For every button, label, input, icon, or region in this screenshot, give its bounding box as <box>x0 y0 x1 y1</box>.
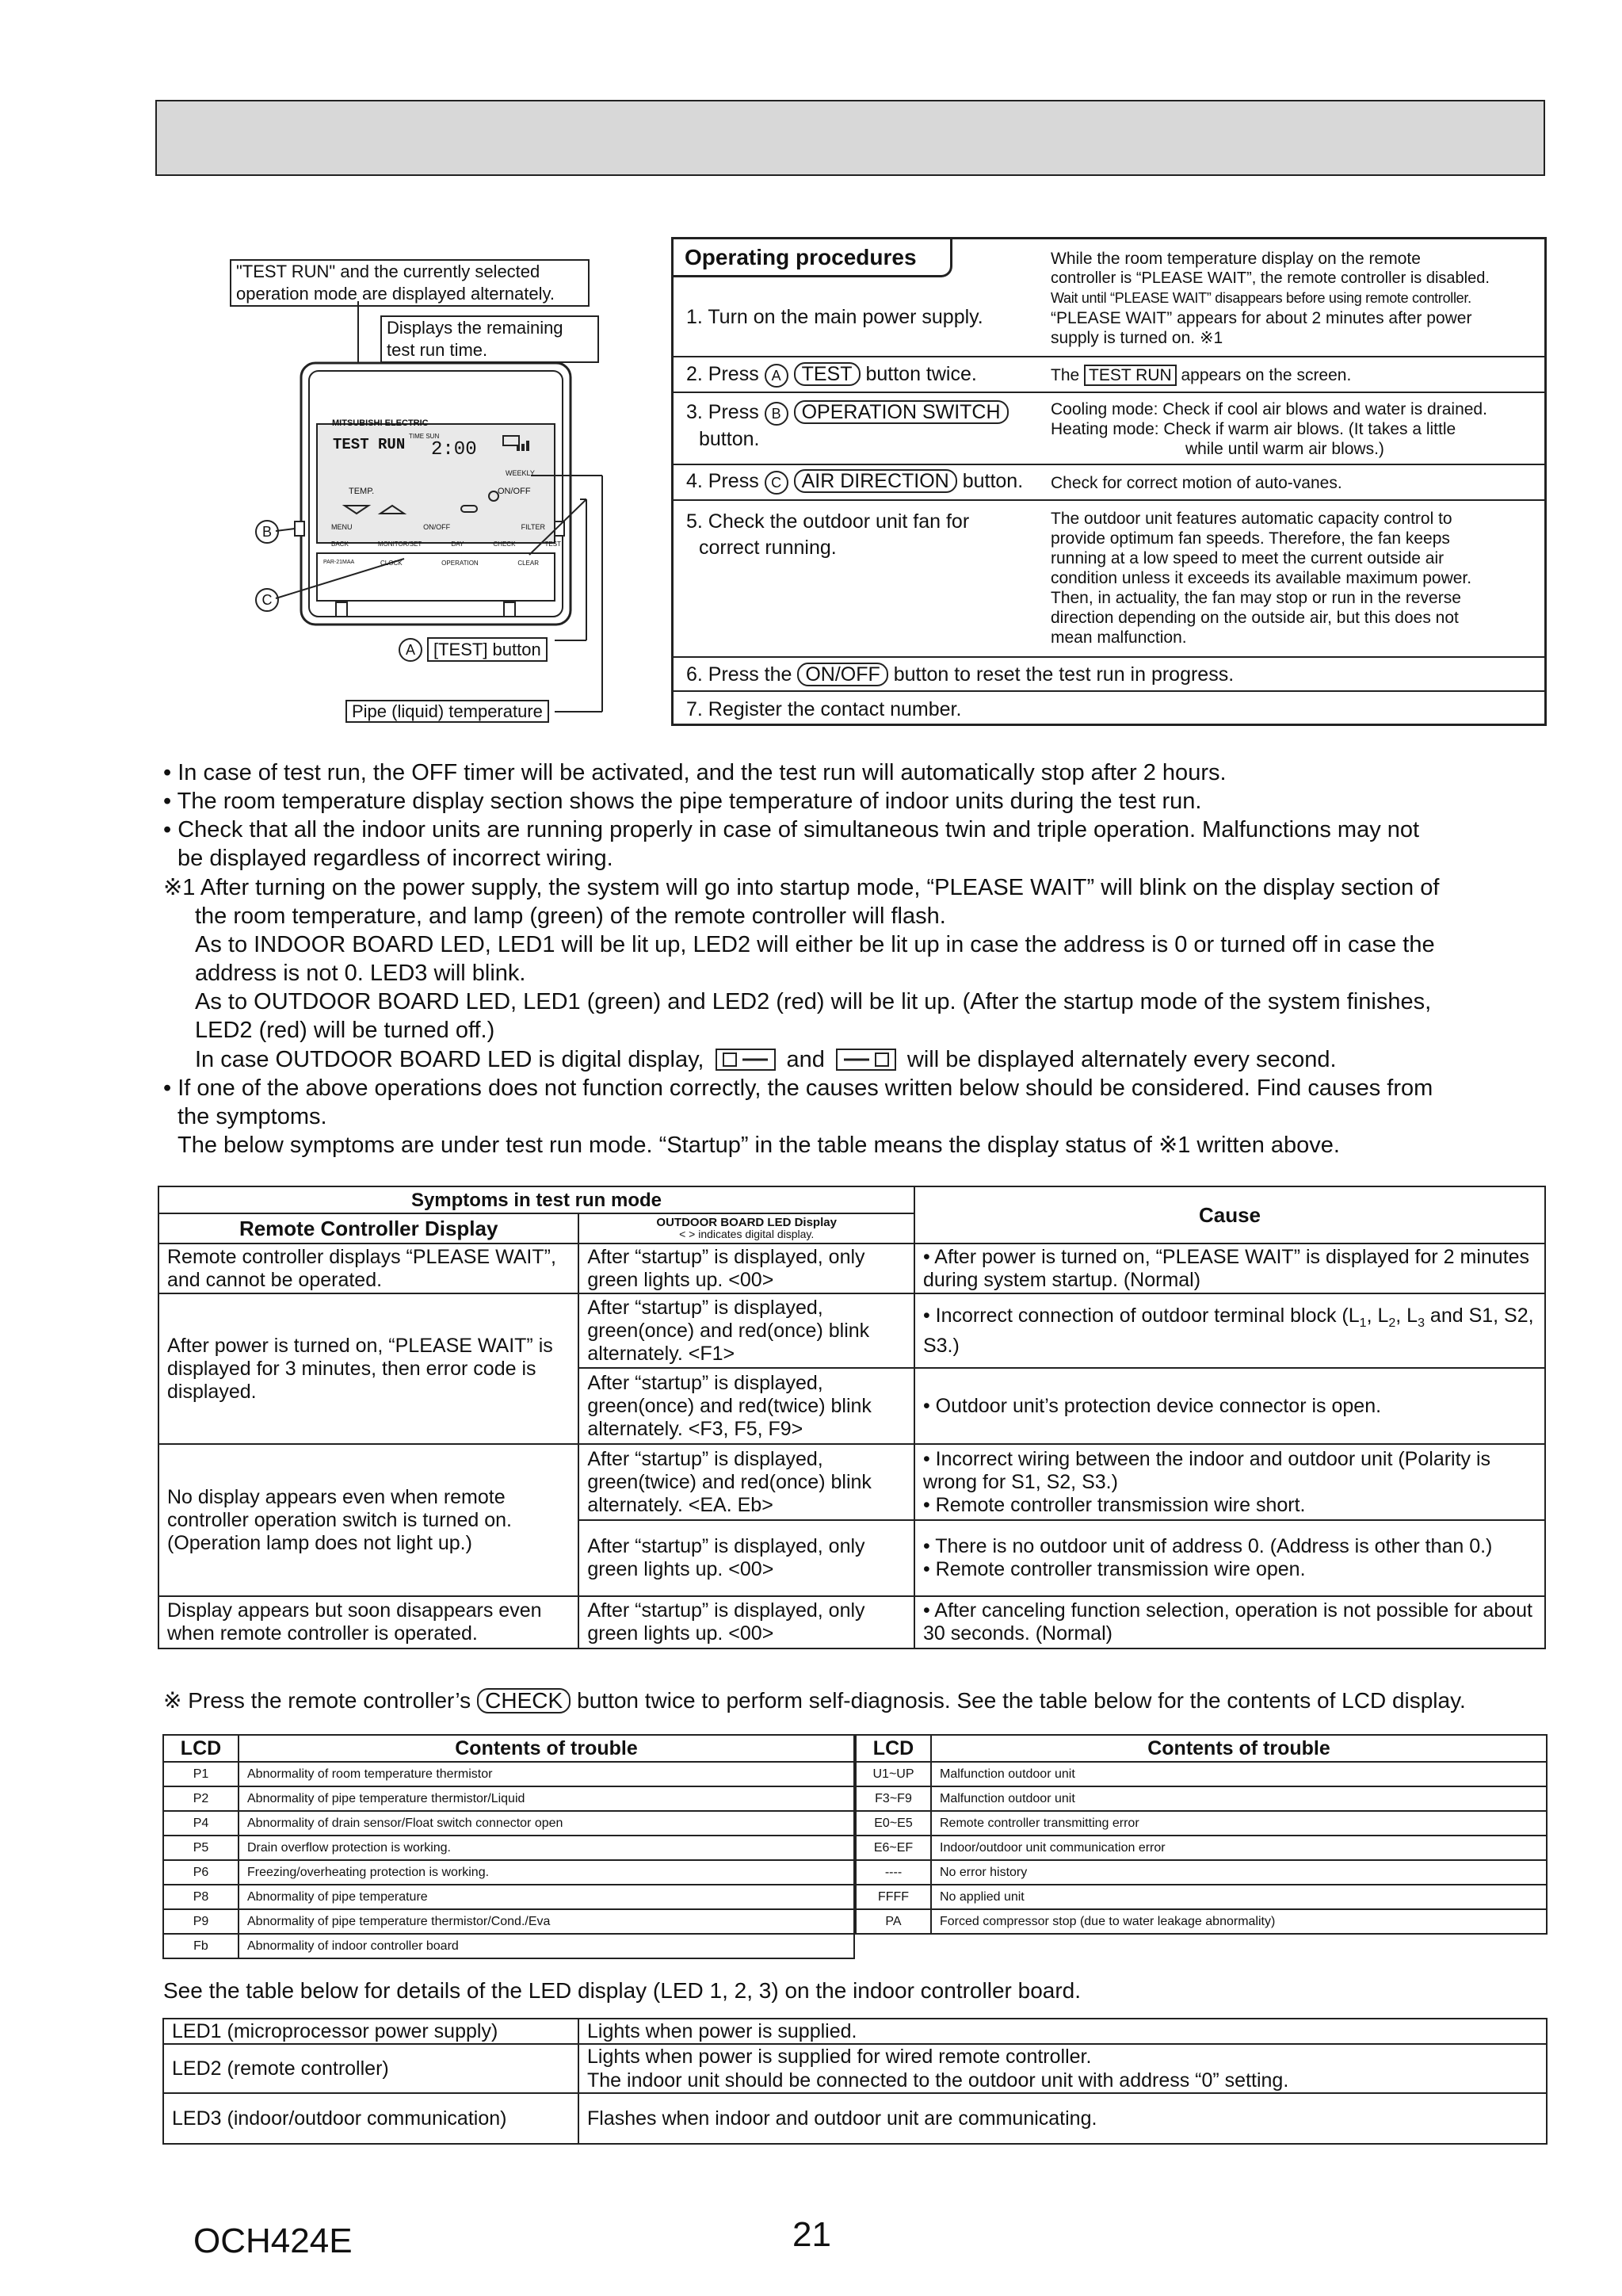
lcd-trouble: No error history <box>931 1860 1547 1885</box>
step-2-row <box>674 356 1544 385</box>
led-header-main: OUTDOOR BOARD LED Display <box>656 1216 837 1229</box>
body-line-6: the room temperature, and lamp (green) of the remote controller will flash. <box>195 904 946 929</box>
back-label: BACK <box>331 541 349 548</box>
check-note-post: button twice to perform self-diagnosis. See the table below for the contents of LCD display. <box>577 1688 1466 1713</box>
menu-label: MENU <box>331 523 353 531</box>
pipe-temp-label: Pipe (liquid) temperature <box>345 700 549 723</box>
lcd-table <box>162 1734 1548 1953</box>
lcd-trouble: No applied unit <box>931 1885 1547 1909</box>
circle-a-icon: A <box>765 364 788 388</box>
page-number: 21 <box>792 2215 831 2254</box>
onoff-button[interactable]: ON/OFF <box>797 663 887 686</box>
contents-header: Contents of trouble <box>931 1735 1547 1762</box>
lcd-row <box>856 1909 1547 1934</box>
led-name-cell <box>163 2044 578 2093</box>
lcd-code: ---- <box>856 1860 931 1885</box>
symptom-led-cell: After “startup” is displayed, green(twice) and red(once) blink alternately. <EA. Eb> <box>578 1444 914 1520</box>
step-3-line2: button. <box>699 428 760 450</box>
cause-line: • There is no outdoor unit of address 0. (Address is other than 0.) <box>922 1535 1493 1557</box>
symptom-remote-cell: Remote controller displays “PLEASE WAIT”, and cannot be operated. <box>158 1244 578 1293</box>
digital-display-icon-2 <box>836 1049 896 1071</box>
step-1-note-line: controller is “PLEASE WAIT”, the remote controller is disabled. <box>1051 269 1490 287</box>
step-6-pre: 6. Press the <box>686 663 792 686</box>
test-run-indicator: TEST RUN <box>1084 365 1177 386</box>
callout-mode-line1: "TEST RUN" and the currently selected <box>236 262 540 281</box>
lcd-row <box>163 1885 854 1909</box>
lcd-trouble: Abnormality of pipe temperature thermistor/Liquid <box>239 1786 854 1811</box>
lcd-trouble: Abnormality of pipe temperature <box>239 1885 854 1909</box>
circle-c-icon: C <box>765 471 788 495</box>
step-1-note-line: “PLEASE WAIT” appears for about 2 minutes after power <box>1051 309 1472 327</box>
body-line-4: be displayed regardless of incorrect wiring. <box>177 846 613 871</box>
step-4 <box>686 468 1023 495</box>
lcd-trouble: Abnormality of pipe temperature thermistor/Cond./Eva <box>239 1909 854 1934</box>
symptom-led-cell: After “startup” is displayed, green(once) and red(once) blink alternately. <F1> <box>578 1293 914 1368</box>
led-text-cell: Lights when power is supplied. <box>578 2019 1547 2044</box>
and-text: and <box>786 1047 825 1072</box>
sub-1: 1 <box>1359 1316 1367 1330</box>
cause-line: • Incorrect wiring between the indoor and outdoor unit (Polarity is wrong for S1, S2, S3.) <box>922 1447 1491 1493</box>
led-desc: (indoor/outdoor communication) <box>227 2107 507 2130</box>
led-name: LED2 <box>172 2057 222 2080</box>
lcd-trouble: Remote controller transmitting error <box>931 1811 1547 1836</box>
symptom-cause-cell <box>914 1293 1545 1368</box>
circle-b-icon: B <box>765 402 788 426</box>
callout-mode-line2: operation mode are displayed alternately. <box>236 284 555 304</box>
lcd-code: Fb <box>163 1934 239 1958</box>
led-text-cell: Flashes when indoor and outdoor unit are communicating. <box>578 2093 1547 2144</box>
step-5-note <box>1051 509 1542 648</box>
check-note <box>163 1687 1466 1715</box>
filter-label: FILTER <box>521 523 545 531</box>
lcd-code: E6~EF <box>856 1836 931 1860</box>
clock-label: CLOCK <box>380 560 403 567</box>
lcd-code: P9 <box>163 1909 239 1934</box>
symptom-cause-cell: • After power is turned on, “PLEASE WAIT” is displayed for 2 minutes during system startup. (Normal) <box>914 1244 1545 1293</box>
lcd-trouble: Drain overflow protection is working. <box>239 1836 854 1860</box>
callout-mode <box>230 259 590 307</box>
lcd-code: P5 <box>163 1836 239 1860</box>
step-4-pre: 4. Press <box>686 470 759 492</box>
remote-controller-diagram <box>238 301 618 729</box>
lcd-trouble: Forced compressor stop (due to water leakage abnormality) <box>931 1909 1547 1934</box>
test-label: TEST <box>544 541 561 548</box>
symptom-led-cell: After “startup” is displayed, only green lights up. <00> <box>578 1520 914 1596</box>
lcd-code: P6 <box>163 1860 239 1885</box>
lcd-weekly-label: WEEKLY <box>506 469 535 477</box>
cause-text: • Incorrect connection of outdoor terminal block (L <box>922 1304 1360 1327</box>
lcd-trouble: Malfunction outdoor unit <box>931 1762 1547 1786</box>
digital-display-icon-1 <box>716 1049 776 1071</box>
label-b: B <box>255 520 279 544</box>
lcd-trouble: Malfunction outdoor unit <box>931 1786 1547 1811</box>
lcd-row <box>163 1934 854 1958</box>
step-3-row <box>674 392 1544 458</box>
step-5-note-line: Then, in actuality, the fan may stop or run in the reverse <box>1051 589 1461 607</box>
lcd-trouble: Abnormality of room temperature thermistor <box>239 1762 854 1786</box>
step-2-note-post: appears on the screen. <box>1181 366 1352 384</box>
lcd-trouble: Indoor/outdoor unit communication error <box>931 1836 1547 1860</box>
lcd-table-left <box>162 1734 855 1959</box>
callout-time-line2: test run time. <box>387 340 488 360</box>
lcd-trouble: Abnormality of indoor controller board <box>239 1934 854 1958</box>
remote-row2 <box>331 541 561 548</box>
cause-header: Cause <box>914 1186 1545 1244</box>
symptom-led-cell: After “startup” is displayed, only green lights up. <00> <box>578 1244 914 1293</box>
cause-line: • Remote controller transmission wire open. <box>922 1558 1306 1580</box>
step-1: 1. Turn on the main power supply. <box>686 306 983 328</box>
temp-label: TEMP. <box>349 487 375 496</box>
label-a: A <box>399 638 422 662</box>
lcd-trouble: Abnormality of drain sensor/Float switch connector open <box>239 1811 854 1836</box>
body-line-11 <box>195 1045 1337 1074</box>
led-desc: (microprocessor power supply) <box>227 2020 498 2042</box>
sub-2: 2 <box>1388 1316 1396 1330</box>
step-1-note <box>1051 249 1542 348</box>
monitor-label: MONITOR/SET <box>377 541 422 548</box>
symptom-led-cell: After “startup” is displayed, only green lights up. <00> <box>578 1596 914 1648</box>
lcd-code: U1~UP <box>856 1762 931 1786</box>
check-label: CHECK <box>493 541 516 548</box>
lcd-row <box>856 1786 1547 1811</box>
lcd-row <box>163 1909 854 1934</box>
test-button-callout <box>399 637 548 662</box>
lcd-code: FFFF <box>856 1885 931 1909</box>
step-3-note-line: Heating mode: Check if warm air blows. (It takes a little <box>1051 420 1456 438</box>
symptom-cause-cell <box>914 1520 1545 1596</box>
lcd-row <box>856 1885 1547 1909</box>
body-line-5: ※1 After turning on the power supply, the system will go into startup mode, “PLEASE WAIT” will blink on the display section of <box>163 875 1440 900</box>
lcd-time-label: TIME SUN <box>409 433 440 440</box>
step-5-note-line: direction depending on the outside air, but this does not <box>1051 609 1459 627</box>
lcd-code: PA <box>856 1909 931 1934</box>
body-line-8: address is not 0. LED3 will blink. <box>195 961 526 986</box>
lcd-row <box>856 1836 1547 1860</box>
symptom-remote-cell: No display appears even when remote controller operation switch is turned on. (Operation lamp does not light up.) <box>158 1444 578 1596</box>
step-2 <box>686 361 977 388</box>
step-3 <box>686 399 1009 426</box>
lcd-row <box>163 1836 854 1860</box>
body-line-3: • Check that all the indoor units are running properly in case of simultaneous twin and triple operation. Malfunctions may not <box>163 817 1420 842</box>
led-name-cell <box>163 2019 578 2044</box>
step-7: 7. Register the contact number. <box>686 698 962 720</box>
step-5-line1: 5. Check the outdoor unit fan for <box>686 510 970 533</box>
symptom-led-cell: After “startup” is displayed, green(once) and red(twice) blink alternately. <F3, F5, F9> <box>578 1368 914 1444</box>
operating-title: Operating procedures <box>674 239 952 277</box>
step-5-line2: correct running. <box>699 537 837 559</box>
lcd-code: E0~E5 <box>856 1811 931 1836</box>
test-button-label: [TEST] button <box>427 637 548 662</box>
lcd-code: P4 <box>163 1811 239 1836</box>
led-name: LED1 <box>172 2020 222 2042</box>
lcd-mode-text: TEST RUN <box>333 436 406 453</box>
lcd-table-right <box>855 1734 1548 1935</box>
symptom-cause-cell: • After canceling function selection, operation is not possible for about 30 seconds. (Normal) <box>914 1596 1545 1648</box>
step-5-row <box>674 499 1544 647</box>
step-2-note <box>1051 365 1542 385</box>
air-direction-button[interactable]: AIR DIRECTION <box>794 469 957 493</box>
lcd-code: P2 <box>163 1786 239 1811</box>
sub-3: 3 <box>1418 1316 1425 1330</box>
step-5-note-line: running at a low speed to meet the current outside air <box>1051 549 1445 567</box>
body-line-13: the symptoms. <box>177 1104 327 1129</box>
body-line-1: • In case of test run, the OFF timer will be activated, and the test run will automatically stop after 2 hours. <box>163 760 1227 785</box>
led-header-sub: < > indicates digital display. <box>679 1228 815 1240</box>
body-line-9: As to OUTDOOR BOARD LED, LED1 (green) and LED2 (red) will be lit up. (After the startup mode of the system finishes, <box>195 989 1432 1014</box>
symptom-remote-cell: After power is turned on, “PLEASE WAIT” is displayed for 3 minutes, then error code is displayed. <box>158 1293 578 1444</box>
step-4-row <box>674 464 1544 492</box>
remote-row1 <box>331 523 545 531</box>
header-bar <box>155 100 1545 176</box>
symptom-cause-cell <box>914 1444 1545 1520</box>
step-1-note-line: supply is turned on. ※1 <box>1051 329 1223 347</box>
body-line-2: • The room temperature display section shows the pipe temperature of indoor units during the test run. <box>163 789 1202 814</box>
step-6-post: button to reset the test run in progress. <box>893 663 1235 686</box>
symptoms-table <box>158 1186 1546 1649</box>
step-7-row <box>674 690 1544 720</box>
lcd-code: F3~F9 <box>856 1786 931 1811</box>
lcd-row <box>163 1786 854 1811</box>
lcd-trouble: Freezing/overheating protection is working. <box>239 1860 854 1885</box>
alternately-text: will be displayed alternately every second. <box>906 1047 1337 1072</box>
test-button[interactable]: TEST <box>794 362 861 386</box>
lcd-row <box>163 1811 854 1836</box>
led-desc: (remote controller) <box>227 2057 389 2080</box>
cause-text: , L <box>1395 1304 1418 1327</box>
callout-time-line1: Displays the remaining <box>387 318 563 338</box>
symptom-cause-cell: • Outdoor unit’s protection device connector is open. <box>914 1368 1545 1444</box>
onoff-small-label: ON/OFF <box>423 523 451 531</box>
onoff-label: ON/OFF <box>498 487 531 496</box>
step-6-row <box>674 656 1544 686</box>
document-code: OCH424E <box>193 2222 353 2260</box>
lcd-header: LCD <box>163 1735 239 1762</box>
step-3-note-line: while until warm air blows.) <box>1185 440 1384 458</box>
step-2-post: button twice. <box>865 363 977 385</box>
lcd-code: P8 <box>163 1885 239 1909</box>
step-1-note-line: While the room temperature display on the remote <box>1051 250 1421 268</box>
label-c: C <box>255 588 279 612</box>
lcd-row <box>163 1762 854 1786</box>
body-line-14: The below symptoms are under test run mode. “Startup” in the table means the display status of ※1 written above. <box>177 1133 1340 1158</box>
cause-text: , L <box>1366 1304 1389 1327</box>
step-5-note-line: provide optimum fan speeds. Therefore, the fan keeps <box>1051 529 1450 548</box>
day-label: DAY <box>451 541 464 548</box>
symptom-remote-cell: Display appears but soon disappears even when remote controller is operated. <box>158 1596 578 1648</box>
body-line-12: • If one of the above operations does not function correctly, the causes written below should be considered. Find causes from <box>163 1075 1433 1101</box>
lcd-row <box>856 1860 1547 1885</box>
remote-row3 <box>380 560 539 567</box>
cause-line: • Remote controller transmission wire short. <box>922 1493 1306 1516</box>
lcd-row <box>856 1811 1547 1836</box>
lcd-row <box>856 1762 1547 1786</box>
led-text-cell <box>578 2044 1547 2093</box>
step-6 <box>686 662 1234 687</box>
led-text-line: Lights when power is supplied for wired remote controller. <box>587 2046 1092 2068</box>
led-table <box>162 2018 1548 2145</box>
step-2-pre: 2. Press <box>686 363 759 385</box>
remote-display-header: Remote Controller Display <box>158 1213 578 1244</box>
operation-label: OPERATION <box>441 560 479 567</box>
lcd-code: P1 <box>163 1762 239 1786</box>
check-button[interactable]: CHECK <box>477 1688 571 1713</box>
clear-label: CLEAR <box>517 560 539 567</box>
led-display-header <box>578 1213 914 1244</box>
led-text-line: The indoor unit should be connected to the outdoor unit with address “0” setting. <box>587 2069 1289 2092</box>
body-line-10: LED2 (red) will be turned off.) <box>195 1018 495 1043</box>
body-line-7: As to INDOOR BOARD LED, LED1 will be lit up, LED2 will either be lit up in case the address is 0 or turned off in case the <box>195 932 1435 957</box>
pipe-temp-callout <box>345 701 549 722</box>
model-label: PAR-21MAA <box>323 560 355 565</box>
operation-switch-button[interactable]: OPERATION SWITCH <box>794 400 1009 424</box>
cause-text: and S1, S2, S3.) <box>922 1304 1534 1357</box>
step-3-pre: 3. Press <box>686 401 759 423</box>
step-5-note-line: mean malfunction. <box>1051 628 1187 647</box>
step-5-note-line: condition unless it exceeds its available maximum power. <box>1051 569 1472 587</box>
contents-header: Contents of trouble <box>239 1735 854 1762</box>
led-name-cell <box>163 2093 578 2144</box>
led-name: LED3 <box>172 2107 222 2130</box>
step-2-note-pre: The <box>1051 366 1080 384</box>
digital-display-text: In case OUTDOOR BOARD LED is digital display, <box>195 1047 704 1072</box>
step-3-note-line: Cooling mode: Check if cool air blows and water is drained. <box>1051 400 1487 418</box>
step-3-note <box>1051 399 1542 459</box>
lcd-row <box>163 1860 854 1885</box>
check-note-pre: ※ Press the remote controller’s <box>163 1688 471 1713</box>
operating-procedures <box>671 237 1547 726</box>
lcd-header: LCD <box>856 1735 931 1762</box>
symptoms-header: Symptoms in test run mode <box>158 1186 914 1213</box>
step-4-note: Check for correct motion of auto-vanes. <box>1051 474 1342 492</box>
brand-logo: MITSUBISHI ELECTRIC <box>332 418 429 428</box>
lcd-time-value: 2:00 <box>431 439 477 460</box>
led-intro: See the table below for details of the LED display (LED 1, 2, 3) on the indoor controller board. <box>163 1978 1082 2003</box>
step-1-note-line: Wait until “PLEASE WAIT” disappears before using remote controller. <box>1051 290 1471 306</box>
step-5-note-line: The outdoor unit features automatic capacity control to <box>1051 510 1452 528</box>
step-4-post: button. <box>962 470 1024 492</box>
